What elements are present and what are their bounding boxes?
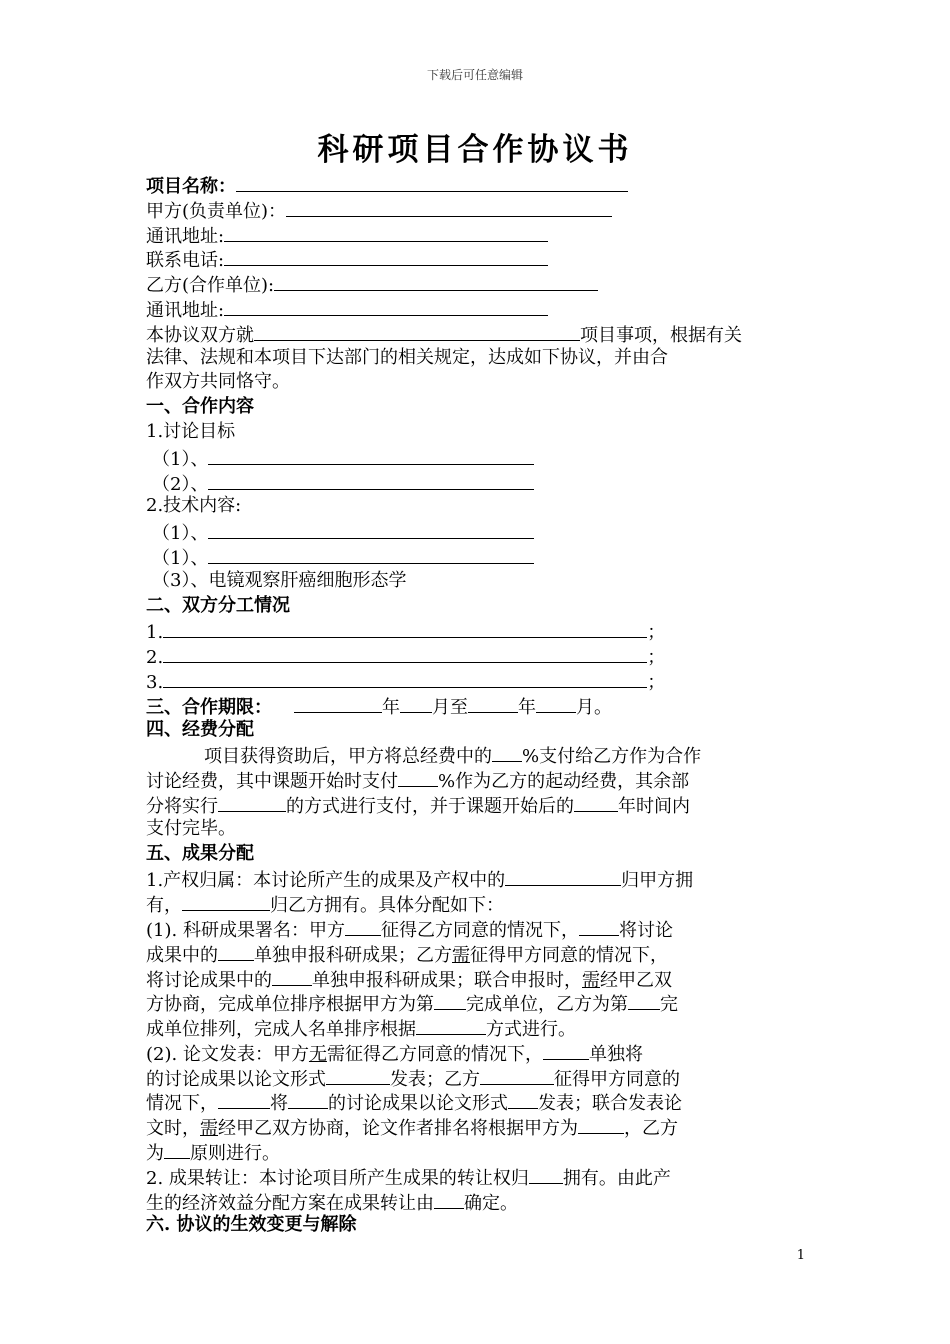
blank-line xyxy=(218,1089,270,1109)
blank-line xyxy=(345,916,381,936)
tech-item: （1）、 xyxy=(146,519,806,544)
section-heading-1: 一、合作内容 xyxy=(146,396,254,418)
field-address-a: 通讯地址: xyxy=(146,222,806,247)
blank-line xyxy=(574,792,618,812)
field-phone: 联系电话: xyxy=(146,246,806,271)
page-number: 1 xyxy=(796,1248,805,1263)
result-line: 生的经济效益分配方案在成果转让由 确定。 xyxy=(146,1189,806,1214)
result-line: (1). 科研成果署名：甲方 征得乙方同意的情况下， 将讨论 xyxy=(146,916,806,941)
field-address-b: 通讯地址: xyxy=(146,296,806,321)
result-line: 文时，需经甲乙双方协商，论文作者排名将根据甲方为 ，乙方 xyxy=(146,1114,806,1139)
result-line: 方协商，完成单位排序根据甲方为第 完成单位，乙方为第 完 xyxy=(146,990,806,1015)
blank-line xyxy=(288,1089,328,1109)
blank-line xyxy=(326,1065,390,1085)
blank-line xyxy=(224,222,548,242)
blank-line xyxy=(286,197,612,217)
document-body xyxy=(146,172,806,1238)
blank-line xyxy=(434,990,466,1010)
blank-line xyxy=(274,271,598,291)
result-line: 成单位排列，完成人名单排序根据 方式进行。 xyxy=(146,1015,806,1040)
goal-item: （2）、 xyxy=(146,470,806,495)
division-item: 3. ； xyxy=(146,668,806,693)
field-project-name: 项目名称： xyxy=(146,172,806,197)
goal-label: 1.讨论目标 xyxy=(146,420,236,442)
result-line: 1.产权归属：本讨论所产生的成果及产权中的 归甲方拥 xyxy=(146,866,806,891)
blank-line xyxy=(543,1040,589,1060)
section-heading-2: 二、双方分工情况 xyxy=(146,594,290,616)
blank-line xyxy=(208,470,534,490)
blank-line xyxy=(164,1139,190,1159)
funding-line: 分将实行 的方式进行支付，并于课题开始后的 年时间内 xyxy=(146,792,806,817)
section-heading-4: 四、经费分配 xyxy=(146,718,254,740)
intro-line-3: 作双方共同恪守。 xyxy=(146,371,290,393)
blank-line xyxy=(254,321,580,341)
blank-line xyxy=(468,693,518,713)
blank-line xyxy=(208,519,534,539)
blank-line xyxy=(236,172,628,192)
header-note: 下载后可任意编辑 xyxy=(426,68,523,82)
blank-line xyxy=(492,742,522,762)
result-line: 成果中的 单独申报科研成果；乙方需征得甲方同意的情况下， xyxy=(146,941,806,966)
division-item: 2. ； xyxy=(146,643,806,668)
blank-line xyxy=(434,1189,464,1209)
blank-line xyxy=(628,990,660,1010)
funding-line: 项目获得资助后，甲方将总经费中的 %支付给乙方作为合作 xyxy=(146,742,806,767)
funding-line: 讨论经费，其中课题开始时支付 %作为乙方的起动经费，其余部 xyxy=(146,767,806,792)
blank-line xyxy=(480,1065,554,1085)
blank-line xyxy=(218,941,254,961)
blank-line xyxy=(224,296,548,316)
blank-line xyxy=(163,643,647,663)
blank-line xyxy=(294,693,382,713)
funding-line: 支付完毕。 xyxy=(146,817,236,839)
division-item: 1. ； xyxy=(146,618,806,643)
section-heading-5: 五、成果分配 xyxy=(146,842,254,864)
blank-line xyxy=(529,1164,563,1184)
blank-line xyxy=(508,1089,538,1109)
tech-item: （1）、 xyxy=(146,544,806,569)
result-line: (2). 论文发表：甲方无需征得乙方同意的情况下， 单独将 xyxy=(146,1040,806,1065)
blank-line xyxy=(163,618,647,638)
field-party-a: 甲方(负责单位)： xyxy=(146,197,806,222)
blank-line xyxy=(208,445,534,465)
cooperation-period: 三、合作期限： 年 月至 年 月。 xyxy=(146,693,806,718)
page-title: 科研项目合作协议书 xyxy=(317,132,633,168)
blank-line xyxy=(218,792,286,812)
blank-line xyxy=(505,866,621,886)
field-party-b: 乙方(合作单位): xyxy=(146,271,806,296)
blank-line xyxy=(579,916,619,936)
blank-line xyxy=(224,246,548,266)
blank-line xyxy=(163,668,647,688)
blank-line xyxy=(182,891,270,911)
blank-line xyxy=(208,544,534,564)
result-line: 的讨论成果以论文形式 发表；乙方 征得甲方同意的 xyxy=(146,1065,806,1090)
result-line: 2. 成果转让：本讨论项目所产生成果的转让权归 拥有。由此产 xyxy=(146,1164,806,1189)
blank-line xyxy=(272,966,312,986)
result-line: 为 原则进行。 xyxy=(146,1139,806,1164)
blank-line xyxy=(536,693,576,713)
intro-line-2: 法律、法规和本项目下达部门的相关规定，达成如下协议，并由合 xyxy=(146,346,668,368)
tech-label: 2.技术内容: xyxy=(146,495,242,517)
blank-line xyxy=(416,1015,486,1035)
intro-line-1: 本协议双方就 项目事项，根据有关 xyxy=(146,321,806,346)
section-heading-6: 六. 协议的生效变更与解除 xyxy=(146,1214,357,1236)
goal-item: （1）、 xyxy=(146,445,806,470)
tech-item: （3）、电镜观察肝癌细胞形态学 xyxy=(152,569,407,591)
blank-line xyxy=(578,1114,624,1134)
result-line: 有， 归乙方拥有。具体分配如下： xyxy=(146,891,806,916)
blank-line xyxy=(398,767,438,787)
blank-line xyxy=(400,693,432,713)
result-line: 将讨论成果中的 单独申报科研成果；联合申报时，需经甲乙双 xyxy=(146,966,806,991)
result-line: 情况下， 将 的讨论成果以论文形式 发表；联合发表论 xyxy=(146,1089,806,1114)
